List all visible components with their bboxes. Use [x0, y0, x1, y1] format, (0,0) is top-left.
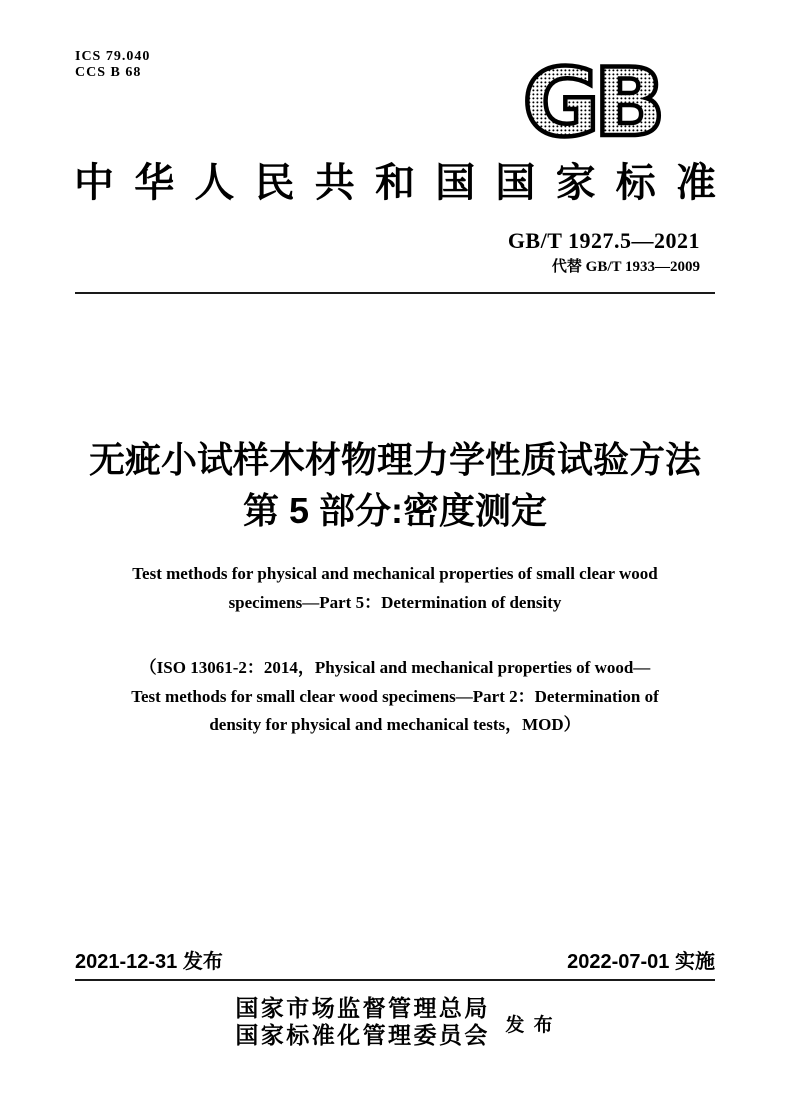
iso-reference-line1: （ISO 13061-2：2014，Physical and mechanical properties of wood— — [139, 658, 651, 677]
publisher-names — [235, 995, 487, 1049]
iso-reference-line2: Test methods for small clear wood specimens—Part 2：Determination of — [131, 687, 659, 706]
national-standard-heading: 中华人民共和国国家标准 — [74, 160, 716, 205]
classification-codes — [75, 49, 150, 81]
gb-logo-icon — [516, 57, 666, 140]
date-row — [75, 950, 715, 974]
publisher-line2: 国家标准化管理委员会 — [235, 1023, 488, 1048]
implementation-date: 2022-07-01 实施 — [567, 951, 715, 973]
document-title-cn-line2: 第 5 部分:密度测定 — [242, 490, 547, 531]
publisher-line1: 国家市场监督管理总局 — [235, 996, 488, 1021]
gb-logo-text: GB — [522, 57, 660, 140]
standard-number-block — [508, 228, 700, 277]
header-divider-line — [75, 292, 715, 294]
document-title-cn-line1: 无疵小试样木材物理力学性质试验方法 — [88, 439, 701, 480]
ics-code: ICS 79.040 — [75, 49, 151, 64]
document-title-en-line2: specimens—Part 5：Determination of density — [228, 593, 562, 612]
release-label: 发 布 — [505, 1014, 555, 1036]
publisher-block — [0, 995, 790, 1049]
ccs-code: CCS B 68 — [75, 65, 142, 80]
standard-number: GB/T 1927.5—2021 — [507, 228, 700, 253]
document-title-en-line1: Test methods for physical and mechanical properties of small clear wood — [132, 564, 658, 583]
replaces-note: 代替 GB/T 1933—2009 — [551, 259, 700, 275]
footer-divider-line — [75, 979, 715, 981]
iso-reference-line3: density for physical and mechanical tests，MOD） — [209, 715, 581, 734]
issue-date: 2021-12-31 发布 — [75, 951, 223, 973]
